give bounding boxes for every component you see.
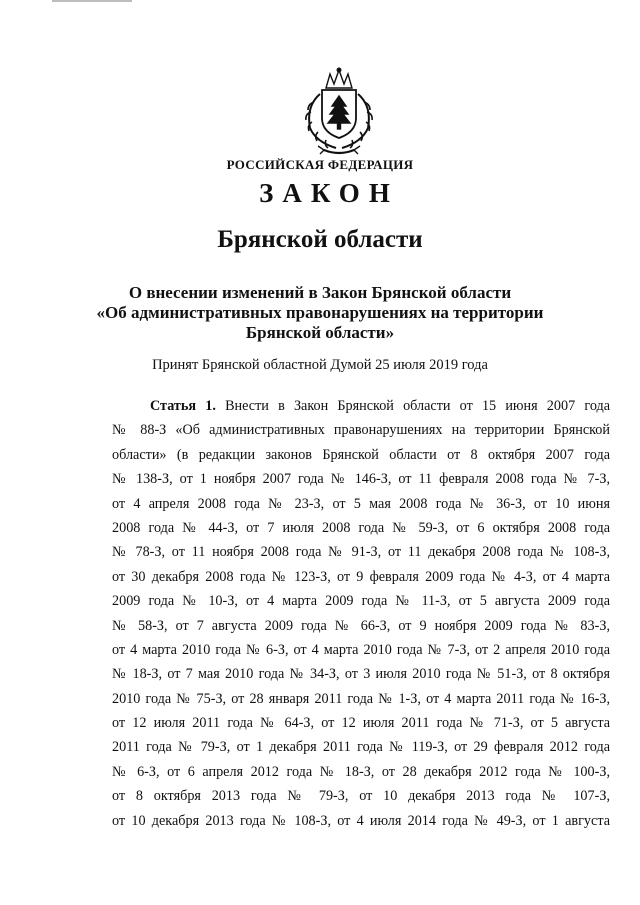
article-line: от 10 декабря 2013 года № 108-З, от 4 июля 2014 года № 49-З, от 1 августа <box>112 812 610 829</box>
region-heading: Брянской области <box>217 226 423 253</box>
article-line: от 12 июля 2011 года № 64-З, от 12 июля 2011 года № 71-З, от 5 августа <box>112 715 610 732</box>
article-line: от 4 марта 2010 года № 6-З, от 4 марта 2010 года № 7-З, от 2 апреля 2010 года <box>112 641 610 658</box>
article-line: от 30 декабря 2008 года № 123-З, от 9 февраля 2009 года № 4-З, от 4 марта <box>112 568 610 585</box>
article-line: 2009 года № 10-З, от 4 марта 2009 года № 11-З, от 5 августа 2009 года <box>112 593 610 610</box>
scan-edge-mark <box>52 0 132 2</box>
coat-of-arms-emblem <box>296 66 382 156</box>
country-heading: РОССИЙСКАЯ ФЕДЕРАЦИЯ <box>226 157 414 172</box>
article-line: № 78-З, от 11 ноября 2008 года № 91-З, от 11 декабря 2008 года № 108-З, <box>112 544 610 561</box>
law-title-line: «Об административных правонарушениях на территории <box>96 303 544 322</box>
article-line: от 8 октября 2013 года № 79-З, от 10 декабря 2013 года № 107-З, <box>112 788 610 805</box>
article-line: от 4 апреля 2008 года № 23-З, от 5 мая 2008 года № 36-З, от 10 июня <box>112 495 610 512</box>
article-1-body <box>112 394 610 833</box>
article-line: № 88-З «Об административных правонарушениях на территории Брянской <box>112 422 610 439</box>
law-title <box>0 283 640 343</box>
article-line: № 6-З, от 6 апреля 2012 года № 18-З, от 28 декабря 2012 года № 100-З, <box>112 763 610 780</box>
article-line: области» (в редакции законов Брянской области от 8 октября 2007 года <box>112 446 610 463</box>
article-first-line-text: Внести в Закон Брянской области от 15 июня 2007 года <box>225 398 611 414</box>
law-title-line: Брянской области» <box>245 323 395 342</box>
article-label: Статья 1. <box>150 398 216 414</box>
article-line: 2008 года № 44-З, от 7 июля 2008 года № 59-З, от 6 октября 2008 года <box>112 519 610 536</box>
article-line: № 58-З, от 7 августа 2009 года № 66-З, от 9 ноября 2009 года № 83-З, <box>112 617 610 634</box>
article-line: № 18-З, от 7 мая 2010 года № 34-З, от 3 июля 2010 года № 51-З, от 8 октября <box>112 666 610 683</box>
article-first-line <box>112 394 610 418</box>
article-line: 2011 года № 79-З, от 1 декабря 2011 года № 119-З, от 29 февраля 2012 года <box>112 739 610 756</box>
article-line: № 138-З, от 1 ноября 2007 года № 146-З, от 11 февраля 2008 года № 7-З, <box>112 471 610 488</box>
adoption-note: Принят Брянской областной Думой 25 июля 2019 года <box>152 357 488 373</box>
law-title-line: О внесении изменений в Закон Брянской области <box>128 283 512 302</box>
document-type-heading: ЗАКОН <box>259 178 399 208</box>
article-line: 2010 года № 75-З, от 28 января 2011 года № 1-З, от 4 марта 2011 года № 16-З, <box>112 690 610 707</box>
